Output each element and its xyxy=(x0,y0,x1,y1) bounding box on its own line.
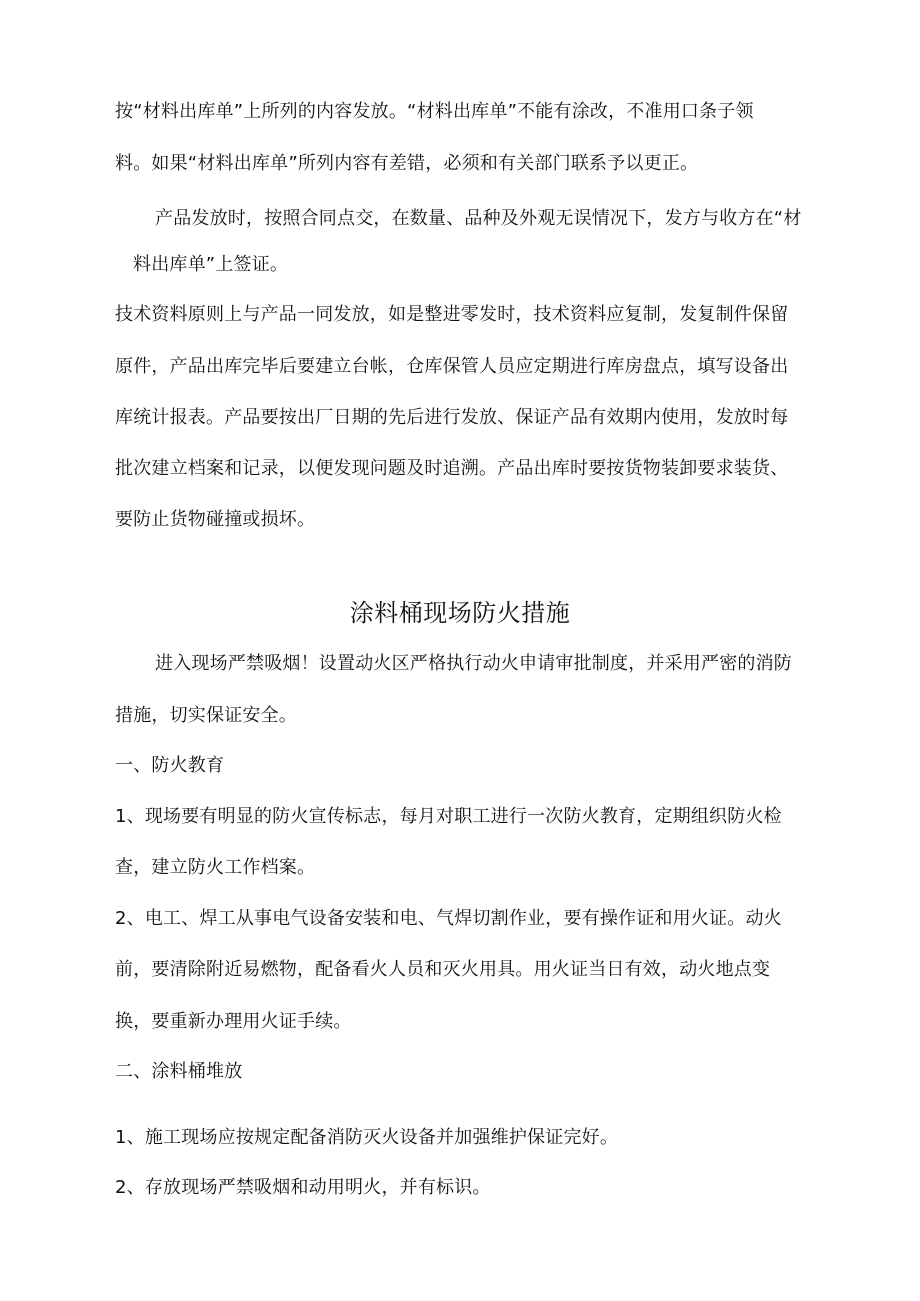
paragraph-line: 产品发放时，按照合同点交，在数量、品种及外观无误情况下，发方与收方在“材 xyxy=(155,208,802,229)
paragraph-line: 技术资料原则上与产品一同发放，如是整进零发时，技术资料应复制，发复制件保留 xyxy=(115,304,789,325)
list-item-line: 1、现场要有明显的防火宣传标志，每月对职工进行一次防火教育，定期组织防火检 xyxy=(115,806,782,827)
paragraph-line: 进入现场严禁吸烟！设置动火区严格执行动火申请审批制度，并采用严密的消防 xyxy=(155,653,792,674)
paragraph-line: 措施，切实保证安全。 xyxy=(115,705,297,726)
list-item-line: 2、电工、焊工从事电气设备安装和电、气焊切割作业，要有操作证和用火证。动火 xyxy=(115,908,782,929)
list-item-line: 换，要重新办理用火证手续。 xyxy=(115,1011,352,1032)
list-item-line: 1、施工现场应按规定配备消防灭火设备并加强维护保证完好。 xyxy=(115,1127,619,1148)
list-item-line: 前，要清除附近易燃物，配备看火人员和灭火用具。用火证当日有效，动火地点变 xyxy=(115,959,771,980)
paragraph-line: 原件，产品出库完毕后要建立台帐，仓库保管人员应定期进行库房盘点，填写设备出 xyxy=(115,356,789,377)
paragraph-line: 料出库单”上签证。 xyxy=(133,254,289,275)
paragraph-line: 料。如果“材料出库单”所列内容有差错，必须和有关部门联系予以更正。 xyxy=(115,153,699,174)
paragraph-line: 按“材料出库单”上所列的内容发放。“材料出库单”不能有涂改，不准用口条子领 xyxy=(115,101,754,122)
paragraph-line: 库统计报表。产品要按出厂日期的先后进行发放、保证产品有效期内使用，发放时每 xyxy=(115,407,789,428)
list-item-line: 2、存放现场严禁吸烟和动用明火，并有标识。 xyxy=(115,1177,491,1198)
paragraph-line: 批次建立档案和记录，以便发现问题及时追溯。产品出库时要按货物装卸要求装货、 xyxy=(115,458,789,479)
section-title: 涂料桶现场防火措施 xyxy=(349,599,571,627)
list-item-line: 查，建立防火工作档案。 xyxy=(115,857,316,878)
paragraph-line: 要防止货物碰撞或损坏。 xyxy=(115,509,316,530)
section-heading: 一、防火教育 xyxy=(115,755,225,776)
section-heading: 二、涂料桶堆放 xyxy=(115,1061,243,1082)
